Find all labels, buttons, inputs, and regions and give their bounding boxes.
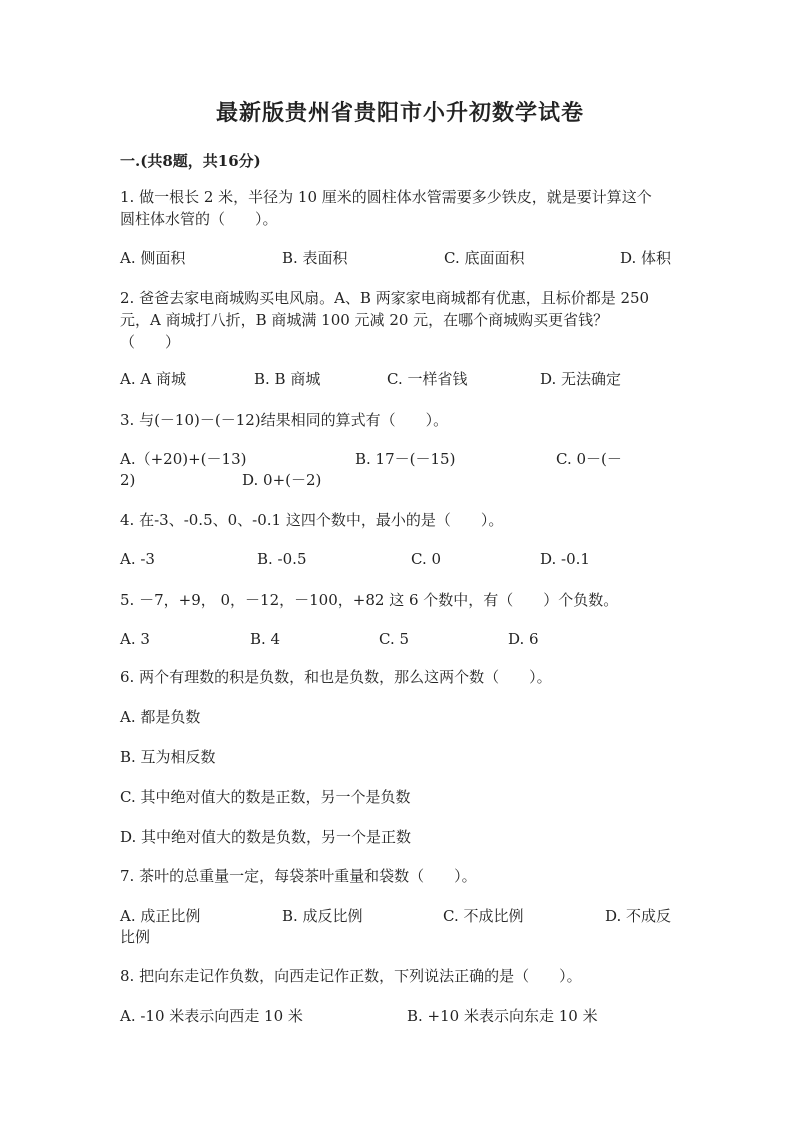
question-6-option-d: D. 其中绝对值大的数是负数，另一个是正数: [120, 828, 412, 846]
question-7-option-b: B. 成反比例: [282, 907, 363, 925]
question-8: [120, 965, 685, 987]
question-2-line-1: 2. 爸爸去家电商城购买电风扇。A、B 两家家电商城都有优惠，且标价都是 250: [120, 289, 650, 307]
question-3-line-1: 3. 与(－10)－(－12)结果相同的算式有（ ）。: [120, 411, 449, 429]
question-1-line-2: 圆柱体水管的（ ）。: [120, 210, 278, 228]
question-5-option-b: B. 4: [250, 630, 281, 648]
question-1-option-d: D. 体积: [620, 249, 672, 267]
question-6-option-a: A. 都是负数: [120, 708, 201, 726]
question-6-option-b: B. 互为相反数: [120, 748, 216, 766]
question-4-option-d: D. -0.1: [540, 550, 590, 568]
question-4-option-c: C. 0: [411, 550, 442, 568]
question-5-option-a: A. 3: [120, 630, 150, 648]
question-1-option-b: B. 表面积: [282, 249, 348, 267]
question-5-option-d: D. 6: [508, 630, 539, 648]
question-3-option-b: B. 17－(－15): [355, 450, 456, 468]
question-4-line-1: 4. 在-3、-0.5、0、-0.1 这四个数中，最小的是（ ）。: [120, 511, 504, 529]
question-7-option-d-continued: 比例: [120, 928, 151, 946]
question-2: [120, 287, 685, 353]
question-6: [120, 666, 685, 688]
question-2-line-2: 元，A 商城打八折，B 商城满 100 元减 20 元，在哪个商城购买更省钱？: [120, 311, 609, 329]
question-1-line-1: 1. 做一根长 2 米，半径为 10 厘米的圆柱体水管需要多少铁皮，就是要计算这个: [120, 188, 652, 206]
question-3-option-d: D. 0+(－2): [242, 471, 322, 489]
question-5-line-1: 5. －7，+9， 0，－12，－100，+82 这 6 个数中，有（ ）个负数。: [120, 591, 619, 609]
question-7-option-c: C. 不成比例: [443, 907, 524, 925]
question-2-option-b: B. B 商城: [254, 370, 321, 388]
question-2-option-d: D. 无法确定: [540, 370, 622, 388]
question-1: [120, 186, 685, 230]
question-7: [120, 865, 685, 887]
question-8-line-1: 8. 把向东走记作负数，向西走记作正数，下列说法正确的是（ ）。: [120, 967, 582, 985]
section-heading: 一.(共8题，共16分): [120, 152, 261, 170]
question-2-option-a: A. A 商城: [120, 370, 186, 388]
question-7-option-a: A. 成正比例: [120, 907, 201, 925]
page-title: 最新版贵州省贵阳市小升初数学试卷: [215, 100, 584, 126]
question-8-option-b: B. +10 米表示向东走 10 米: [407, 1007, 598, 1025]
question-1-option-a: A. 侧面积: [120, 249, 186, 267]
question-7-option-d: D. 不成反: [605, 907, 672, 925]
question-6-option-c: C. 其中绝对值大的数是正数，另一个是负数: [120, 788, 411, 806]
question-6-line-1: 6. 两个有理数的积是负数，和也是负数，那么这两个数（ ）。: [120, 668, 552, 686]
question-5-option-c: C. 5: [379, 630, 410, 648]
question-4-option-b: B. -0.5: [257, 550, 307, 568]
question-2-option-c: C. 一样省钱: [387, 370, 468, 388]
question-3: [120, 409, 685, 431]
question-7-line-1: 7. 茶叶的总重量一定，每袋茶叶重量和袋数（ ）。: [120, 867, 477, 885]
question-2-line-3: （ ）: [120, 333, 181, 351]
question-4: [120, 509, 685, 531]
question-5: [120, 589, 685, 611]
question-3-option-a: A.（+20)+(－13): [120, 450, 247, 468]
question-3-option-c-continued: 2): [120, 471, 136, 489]
question-1-option-c: C. 底面面积: [444, 249, 525, 267]
question-3-option-c: C. 0－(－: [556, 450, 622, 468]
question-8-option-a: A. -10 米表示向西走 10 米: [120, 1007, 303, 1025]
question-4-option-a: A. -3: [120, 550, 155, 568]
